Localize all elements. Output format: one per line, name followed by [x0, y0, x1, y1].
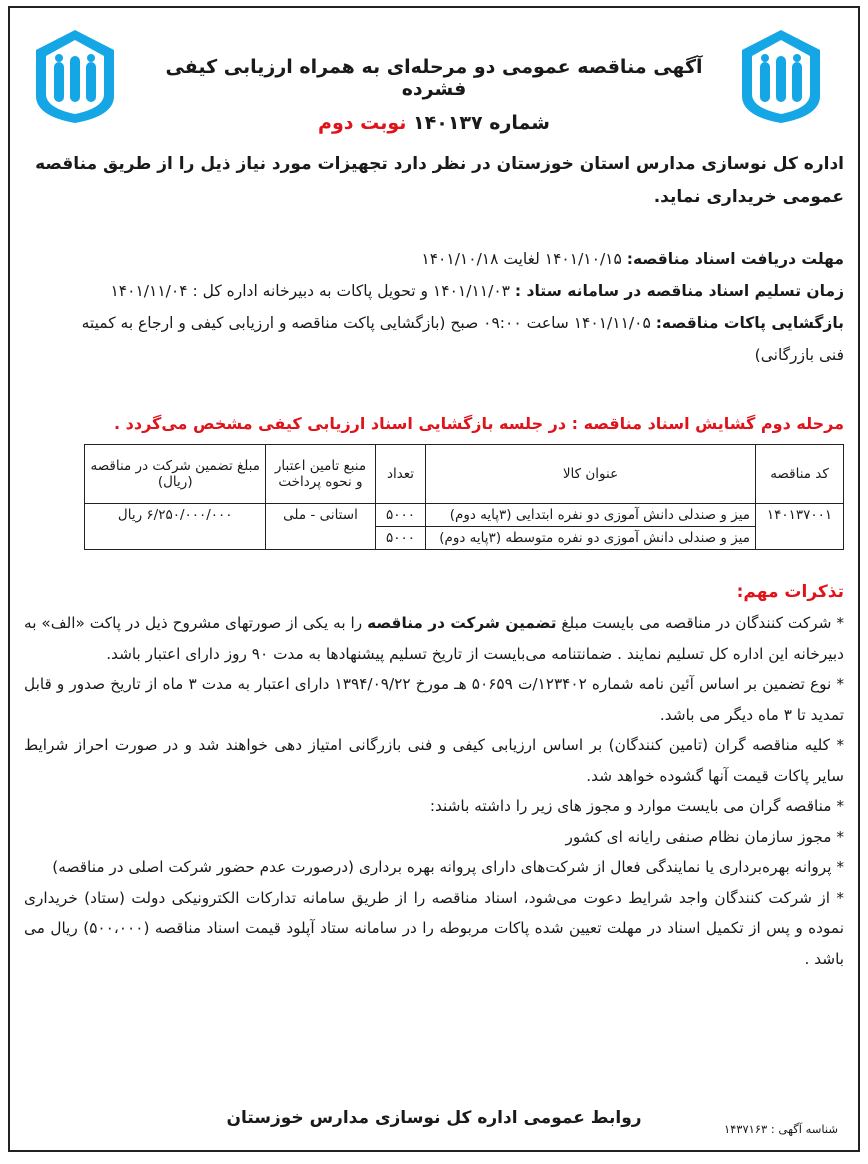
note-item: * نوع تضمین بر اساس آئین نامه شماره ۱۲۳۴۰۲/ت ۵۰۶۵۹ هـ مورخ ۱۳۹۴/۰۹/۲۲ دارای اعتبار به مدت ۳ ماه از تاریخ صدور و قابل تمدید تا ۳ ماه دیگر می باشد. [24, 675, 844, 724]
table-row [85, 504, 844, 527]
col-source-header-l2: و نحوه پرداخت [278, 474, 363, 490]
school-renovation-logo-icon [32, 26, 118, 126]
opening-row [24, 307, 844, 339]
opening-value: ۱۴۰۱/۱۱/۰۵ ساعت ۰۹:۰۰ صبح (بازگشایی پاکت مناقصه و ارزیابی کیفی و ارجاع به کمیته [81, 314, 651, 332]
submit-value: ۱۴۰۱/۱۱/۰۳ و تحویل پاکات به دبیرخانه اداره کل : ۱۴۰۱/۱۱/۰۴ [110, 282, 510, 300]
note-1b: تضمین شرکت در مناقصه [367, 614, 557, 632]
col-source-header [266, 445, 376, 504]
col-title-header: عنوان کالا [426, 445, 756, 504]
footer-signature: روابط عمومی اداره کل نوسازی مدارس خوزستان [226, 1108, 642, 1128]
notice-header [160, 56, 708, 134]
col-guarantee-header [85, 445, 266, 504]
item-title: میز و صندلی دانش آموزی دو نفره ابتدایی (۳پایه دوم) [426, 504, 756, 527]
deadline-value: ۱۴۰۱/۱۰/۱۵ لغایت ۱۴۰۱/۱۰/۱۸ [421, 250, 622, 268]
note-item: * کلیه مناقصه گران (تامین کنندگان) بر اساس ارزیابی کیفی و فنی بازرگانی امتیاز دهی خواهند شد و در صورت احراز شرایط سایر پاکات قیمت آنها گشوده خواهد شد. [24, 736, 844, 785]
note-item: * مناقصه گران می بایست موارد و مجوز های زیر را داشته باشند: [429, 797, 844, 815]
notes-title: تذکرات مهم: [736, 582, 844, 602]
dates-section [24, 243, 844, 371]
intro-paragraph: اداره کل نوسازی مدارس استان خوزستان در نظر دارد تجهیزات مورد نیاز ذیل را از طریق مناقصه عمومی خریداری نماید. [35, 154, 844, 207]
notice-number-line [160, 112, 708, 134]
note-item: * مجوز سازمان نظام صنفی رایانه ای کشور [565, 827, 844, 846]
notes-list [24, 608, 844, 974]
note-item [24, 608, 844, 669]
table-header-row [85, 445, 844, 504]
col-code-header: کد مناقصه [756, 445, 844, 504]
deadline-row [24, 243, 844, 275]
guarantee-amount: ۶/۲۵۰/۰۰۰/۰۰۰ ریال [85, 504, 266, 550]
opening-value-cont: فنی بازرگانی) [754, 346, 844, 364]
stage2-heading: مرحله دوم گشایش اسناد مناقصه : در جلسه بازگشایی اسناد ارزیابی کیفی مشخص می‌گردد . [114, 414, 844, 433]
school-renovation-logo-icon [738, 26, 824, 126]
ad-id: شناسه آگهی : ۱۴۳۷۱۶۳ [723, 1122, 838, 1136]
item-qty: ۵۰۰۰ [376, 527, 426, 550]
notice-round: نوبت دوم [318, 112, 407, 134]
col-qty-header: تعداد [376, 445, 426, 504]
submit-label: زمان تسلیم اسناد مناقصه در سامانه ستاد : [514, 282, 844, 300]
notice-title: آگهی مناقصه عمومی دو مرحله‌ای به همراه ارزیابی کیفی فشرده [165, 56, 703, 100]
funding-source: استانی - ملی [266, 504, 376, 550]
item-qty: ۵۰۰۰ [376, 504, 426, 527]
tender-notice [8, 6, 860, 1152]
col-guarantee-header-l2: (ریال) [157, 474, 193, 490]
note-item: * از شرکت کنندگان واجد شرایط دعوت می‌شود، اسناد مناقصه را از طریق سامانه تدارکات الکترونیکی دولت (ستاد) خریداری نموده و پس از تکمیل اسناد در مهلت تعیین شده پاکات مربوطه را در سامانه ستاد آپلود قیمت اسناد مناقصه (۵۰۰،۰۰۰) ریال می باشد . [24, 888, 844, 968]
notice-number: شماره ۱۴۰۱۳۷ [413, 112, 550, 134]
note-item: * پروانه بهره‌برداری یا نمایندگی فعال از شرکت‌های دارای پروانه بهره برداری (درصورت عدم حضور شرکت اصلی در مناقصه) [52, 858, 844, 876]
items-table [84, 444, 844, 550]
col-guarantee-header-l1: مبلغ تضمین شرکت در مناقصه [90, 458, 260, 474]
tender-code: ۱۴۰۱۳۷۰۰۱ [756, 504, 844, 550]
note-1a: * شرکت کنندگان در مناقصه می بایست مبلغ [561, 614, 844, 632]
deadline-label: مهلت دریافت اسناد مناقصه: [626, 250, 844, 268]
opening-label: بازگشایی پاکات مناقصه: [655, 314, 844, 332]
item-title: میز و صندلی دانش آموزی دو نفره متوسطه (۳پایه دوم) [426, 527, 756, 550]
note-1c: را به یکی از صورتهای مشروح ذیل در پاکت «الف» به دبیرخانه این اداره کل تسلیم نمایند . ضمانتنامه می‌بایست از تاریخ تسلیم پیشنهادها به مدت ۹۰ روز دارای اعتبار باشد. [24, 614, 844, 663]
submit-row [24, 275, 844, 307]
col-source-header-l1: منبع تامین اعتبار [274, 458, 367, 474]
